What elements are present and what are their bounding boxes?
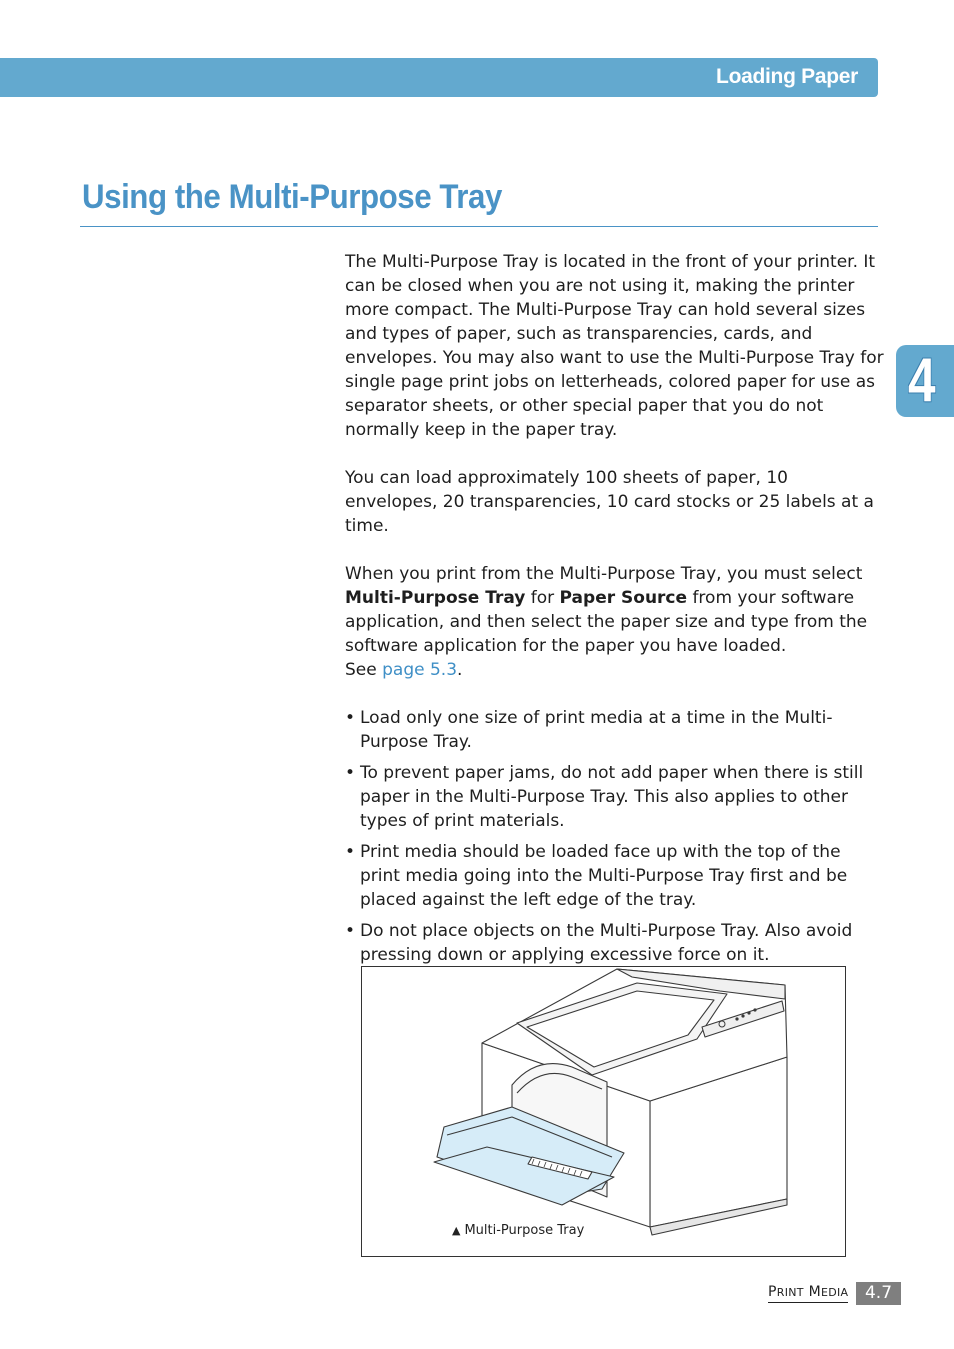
capacity-paragraph: You can load approximately 100 sheets of paper, 10 envelopes, 20 transparencies, 10 card stocks or 25 labels at a time. [345, 468, 874, 536]
page-number-badge: 4.7 [856, 1282, 901, 1305]
list-item: • To prevent paper jams, do not add paper when there is still paper in the Multi-Purpose Tray. This also applies to other types of print materials. [345, 761, 885, 833]
list-item: • Do not place objects on the Multi-Purpose Tray. Also avoid pressing down or applying excessive force on it. [345, 919, 885, 967]
intro-paragraph: The Multi-Purpose Tray is located in the front of your printer. It can be closed when you are not using it, making the printer more compact. The Multi-Purpose Tray can hold several sizes and types of paper, such as transparencies, cards, and envelopes. You may also want to use the Multi-Purpose Tray for single page print jobs on letterheads, colored paper for use as separator sheets, or other special paper that you do not normally keep in the paper tray. [345, 252, 884, 440]
see-prefix: See [345, 660, 383, 680]
footer-section-initial: P [768, 1284, 777, 1300]
page-title: Using the Multi-Purpose Tray [82, 178, 502, 216]
printer-figure [361, 966, 846, 1257]
section-header-title: Loading Paper [716, 65, 858, 88]
page-link[interactable]: page 5.3 [382, 660, 458, 680]
section-header-bar [0, 58, 878, 97]
bold-term-paper-source: Paper Source [559, 588, 688, 608]
body-content [345, 250, 885, 974]
title-divider [80, 226, 878, 227]
paragraph-text: for [525, 588, 560, 608]
footer-section-smallcaps: RINT [776, 1286, 804, 1299]
caption-triangle-icon: ▲ [452, 1224, 461, 1237]
bullet-list [345, 706, 885, 967]
paragraph-text: from your software application, and then select the paper size and type from the software application for the paper you have loaded. [345, 588, 868, 656]
list-item: • Print media should be loaded face up with the top of the print media going into the Multi-Purpose Tray first and be placed against the left edge of the tray. [345, 840, 885, 912]
footer-section-initial: M [808, 1284, 821, 1300]
footer-section-smallcaps: EDIA [820, 1286, 849, 1299]
caption-text: Multi-Purpose Tray [464, 1223, 585, 1238]
chapter-number: 4 [908, 346, 936, 415]
bold-term-multi-purpose-tray: Multi-Purpose Tray [345, 588, 526, 608]
list-item: • Load only one size of print media at a time in the Multi-Purpose Tray. [345, 706, 885, 754]
printer-illustration [362, 967, 845, 1256]
see-suffix: . [457, 660, 463, 680]
paragraph-text: When you print from the Multi-Purpose Tray, you must select [345, 564, 863, 584]
chapter-tab[interactable] [896, 345, 954, 417]
footer-section-name [768, 1283, 848, 1303]
figure-caption [452, 1223, 584, 1238]
paper-source-paragraph [345, 562, 885, 682]
